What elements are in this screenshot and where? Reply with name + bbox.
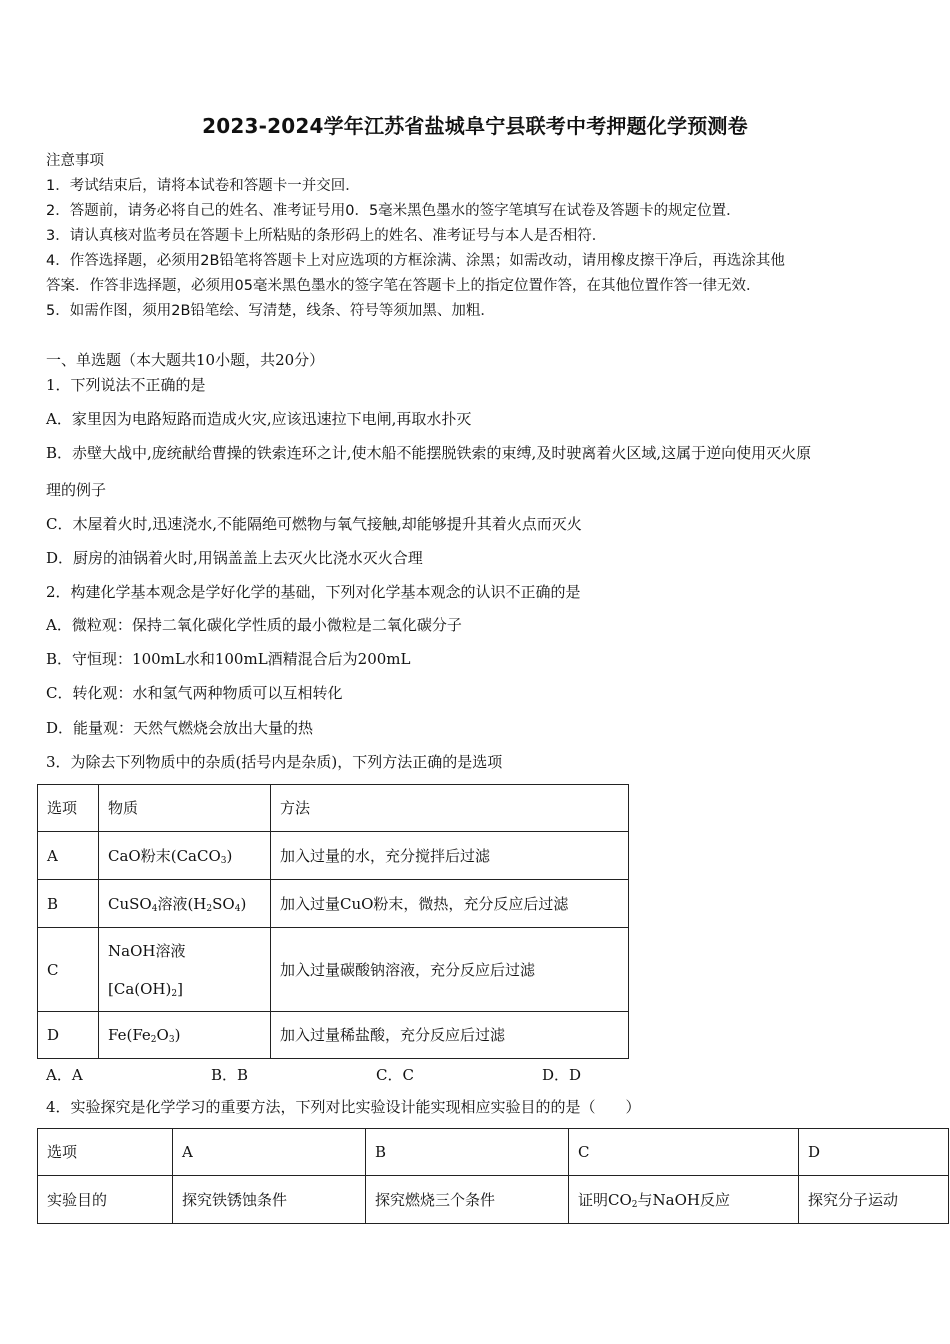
notice-item-5: 5．如需作图，须用2B铅笔绘、写清楚，线条、符号等须加黑、加粗． [46, 303, 495, 319]
row-method: 加入过量CuO粉末，微热，充分反应后过滤 [271, 880, 629, 928]
q3-choice-c: C．C [376, 1066, 414, 1084]
header-substance: 物质 [99, 785, 271, 832]
q1-option-a: A．家里因为电路短路而造成火灾,应该迅速拉下电闸,再取水扑灭 [46, 410, 472, 428]
notice-item-2: 2．答题前，请务必将自己的姓名、准考证号用0．5毫米黑色墨水的签字笔填写在试卷及答题卡的规定位置． [46, 203, 741, 219]
notice-item-3: 3．请认真核对监考员在答题卡上所粘贴的条形码上的姓名、准考证号与本人是否相符． [46, 228, 607, 244]
header-b: B [366, 1129, 569, 1176]
q1-option-c: C．木屋着火时,迅速浇水,不能隔绝可燃物与氧气接触,却能够提升其着火点而灭火 [46, 515, 582, 533]
q2-option-c: C．转化观：水和氢气两种物质可以互相转化 [46, 684, 343, 702]
header-method: 方法 [271, 785, 629, 832]
q2-option-d: D．能量观：天然气燃烧会放出大量的热 [46, 719, 314, 737]
q1-option-b-cont: 理的例子 [46, 481, 107, 499]
header-c: C [569, 1129, 799, 1176]
header-option: 选项 [38, 1129, 173, 1176]
q1-stem: 1．下列说法不正确的是 [46, 376, 206, 394]
section-heading: 一、单选题（本大题共10小题，共20分） [46, 351, 325, 369]
table-header-row [38, 1129, 949, 1176]
row-option: A [38, 832, 99, 880]
notice-heading: 注意事项 [46, 153, 104, 169]
row-method: 加入过量稀盐酸，充分反应后过滤 [271, 1012, 629, 1059]
row-method: 加入过量碳酸钠溶液，充分反应后过滤 [271, 928, 629, 1012]
q1-option-d: D．厨房的油锅着火时,用锅盖盖上去灭火比浇水灭火合理 [46, 549, 423, 567]
q3-choice-b: B．B [211, 1066, 249, 1084]
row-substance: CuSO$_4$溶液$(H_2SO_4)$ [99, 880, 271, 928]
header-option: 选项 [38, 785, 99, 832]
q4-table [37, 1128, 949, 1224]
header-d: D [799, 1129, 949, 1176]
q2-stem: 2．构建化学基本观念是学好化学的基础，下列对化学基本观念的认识不正确的是 [46, 583, 581, 601]
notice-item-4-cont: 答案．作答非选择题，必须用05毫米黑色墨水的签字笔在答题卡上的指定位置作答，在其他位置作答一律无效． [46, 278, 761, 294]
table-row [38, 832, 629, 880]
table-row [38, 880, 629, 928]
header-a: A [173, 1129, 366, 1176]
table-row [38, 1176, 949, 1224]
q3-choice-d: D．D [542, 1066, 582, 1084]
row-label: 实验目的 [38, 1176, 173, 1224]
q2-option-b: B．守恒现：100mL水和100mL酒精混合后为200mL [46, 650, 411, 668]
row-option: C [38, 928, 99, 1012]
table-row [38, 1012, 629, 1059]
row-option: D [38, 1012, 99, 1059]
row-method: 加入过量的水，充分搅拌后过滤 [271, 832, 629, 880]
row-substance: CaO粉末(CaCO$_3$) [99, 832, 271, 880]
notice-item-4: 4．作答选择题，必须用2B铅笔将答题卡上对应选项的方框涂满、涂黑；如需改动，请用橡皮擦干净后，再选涂其他 [46, 253, 785, 269]
table-row [38, 928, 629, 1012]
row-option: B [38, 880, 99, 928]
q2-option-a: A．微粒观：保持二氧化碳化学性质的最小微粒是二氧化碳分子 [46, 616, 462, 634]
cell-d: 探究分子运动 [799, 1176, 949, 1224]
cell-b: 探究燃烧三个条件 [366, 1176, 569, 1224]
cell-c: 证明$CO_2$与NaOH反应 [569, 1176, 799, 1224]
row-substance: NaOH溶液 $[Ca(OH)_2]$ [99, 928, 271, 1012]
q3-table [37, 784, 629, 1059]
exam-title: 2023-2024学年江苏省盐城阜宁县联考中考押题化学预测卷 [202, 114, 748, 138]
row-substance: $Fe(Fe_2O_3)$ [99, 1012, 271, 1059]
notice-item-1: 1．考试结束后，请将本试卷和答题卡一并交回． [46, 178, 360, 194]
q3-choice-a: A．A [46, 1066, 83, 1084]
cell-a: 探究铁锈蚀条件 [173, 1176, 366, 1224]
q3-stem: 3．为除去下列物质中的杂质(括号内是杂质)，下列方法正确的是选项 [46, 753, 503, 771]
q1-option-b: B．赤壁大战中,庞统献给曹操的铁索连环之计,使木船不能摆脱铁索的束缚,及时驶离着火区域,这属于逆向使用灭火原 [46, 444, 812, 462]
table-header-row [38, 785, 629, 832]
q4-stem: 4．实验探究是化学学习的重要方法，下列对比实验设计能实现相应实验目的的是（ ） [46, 1098, 641, 1116]
